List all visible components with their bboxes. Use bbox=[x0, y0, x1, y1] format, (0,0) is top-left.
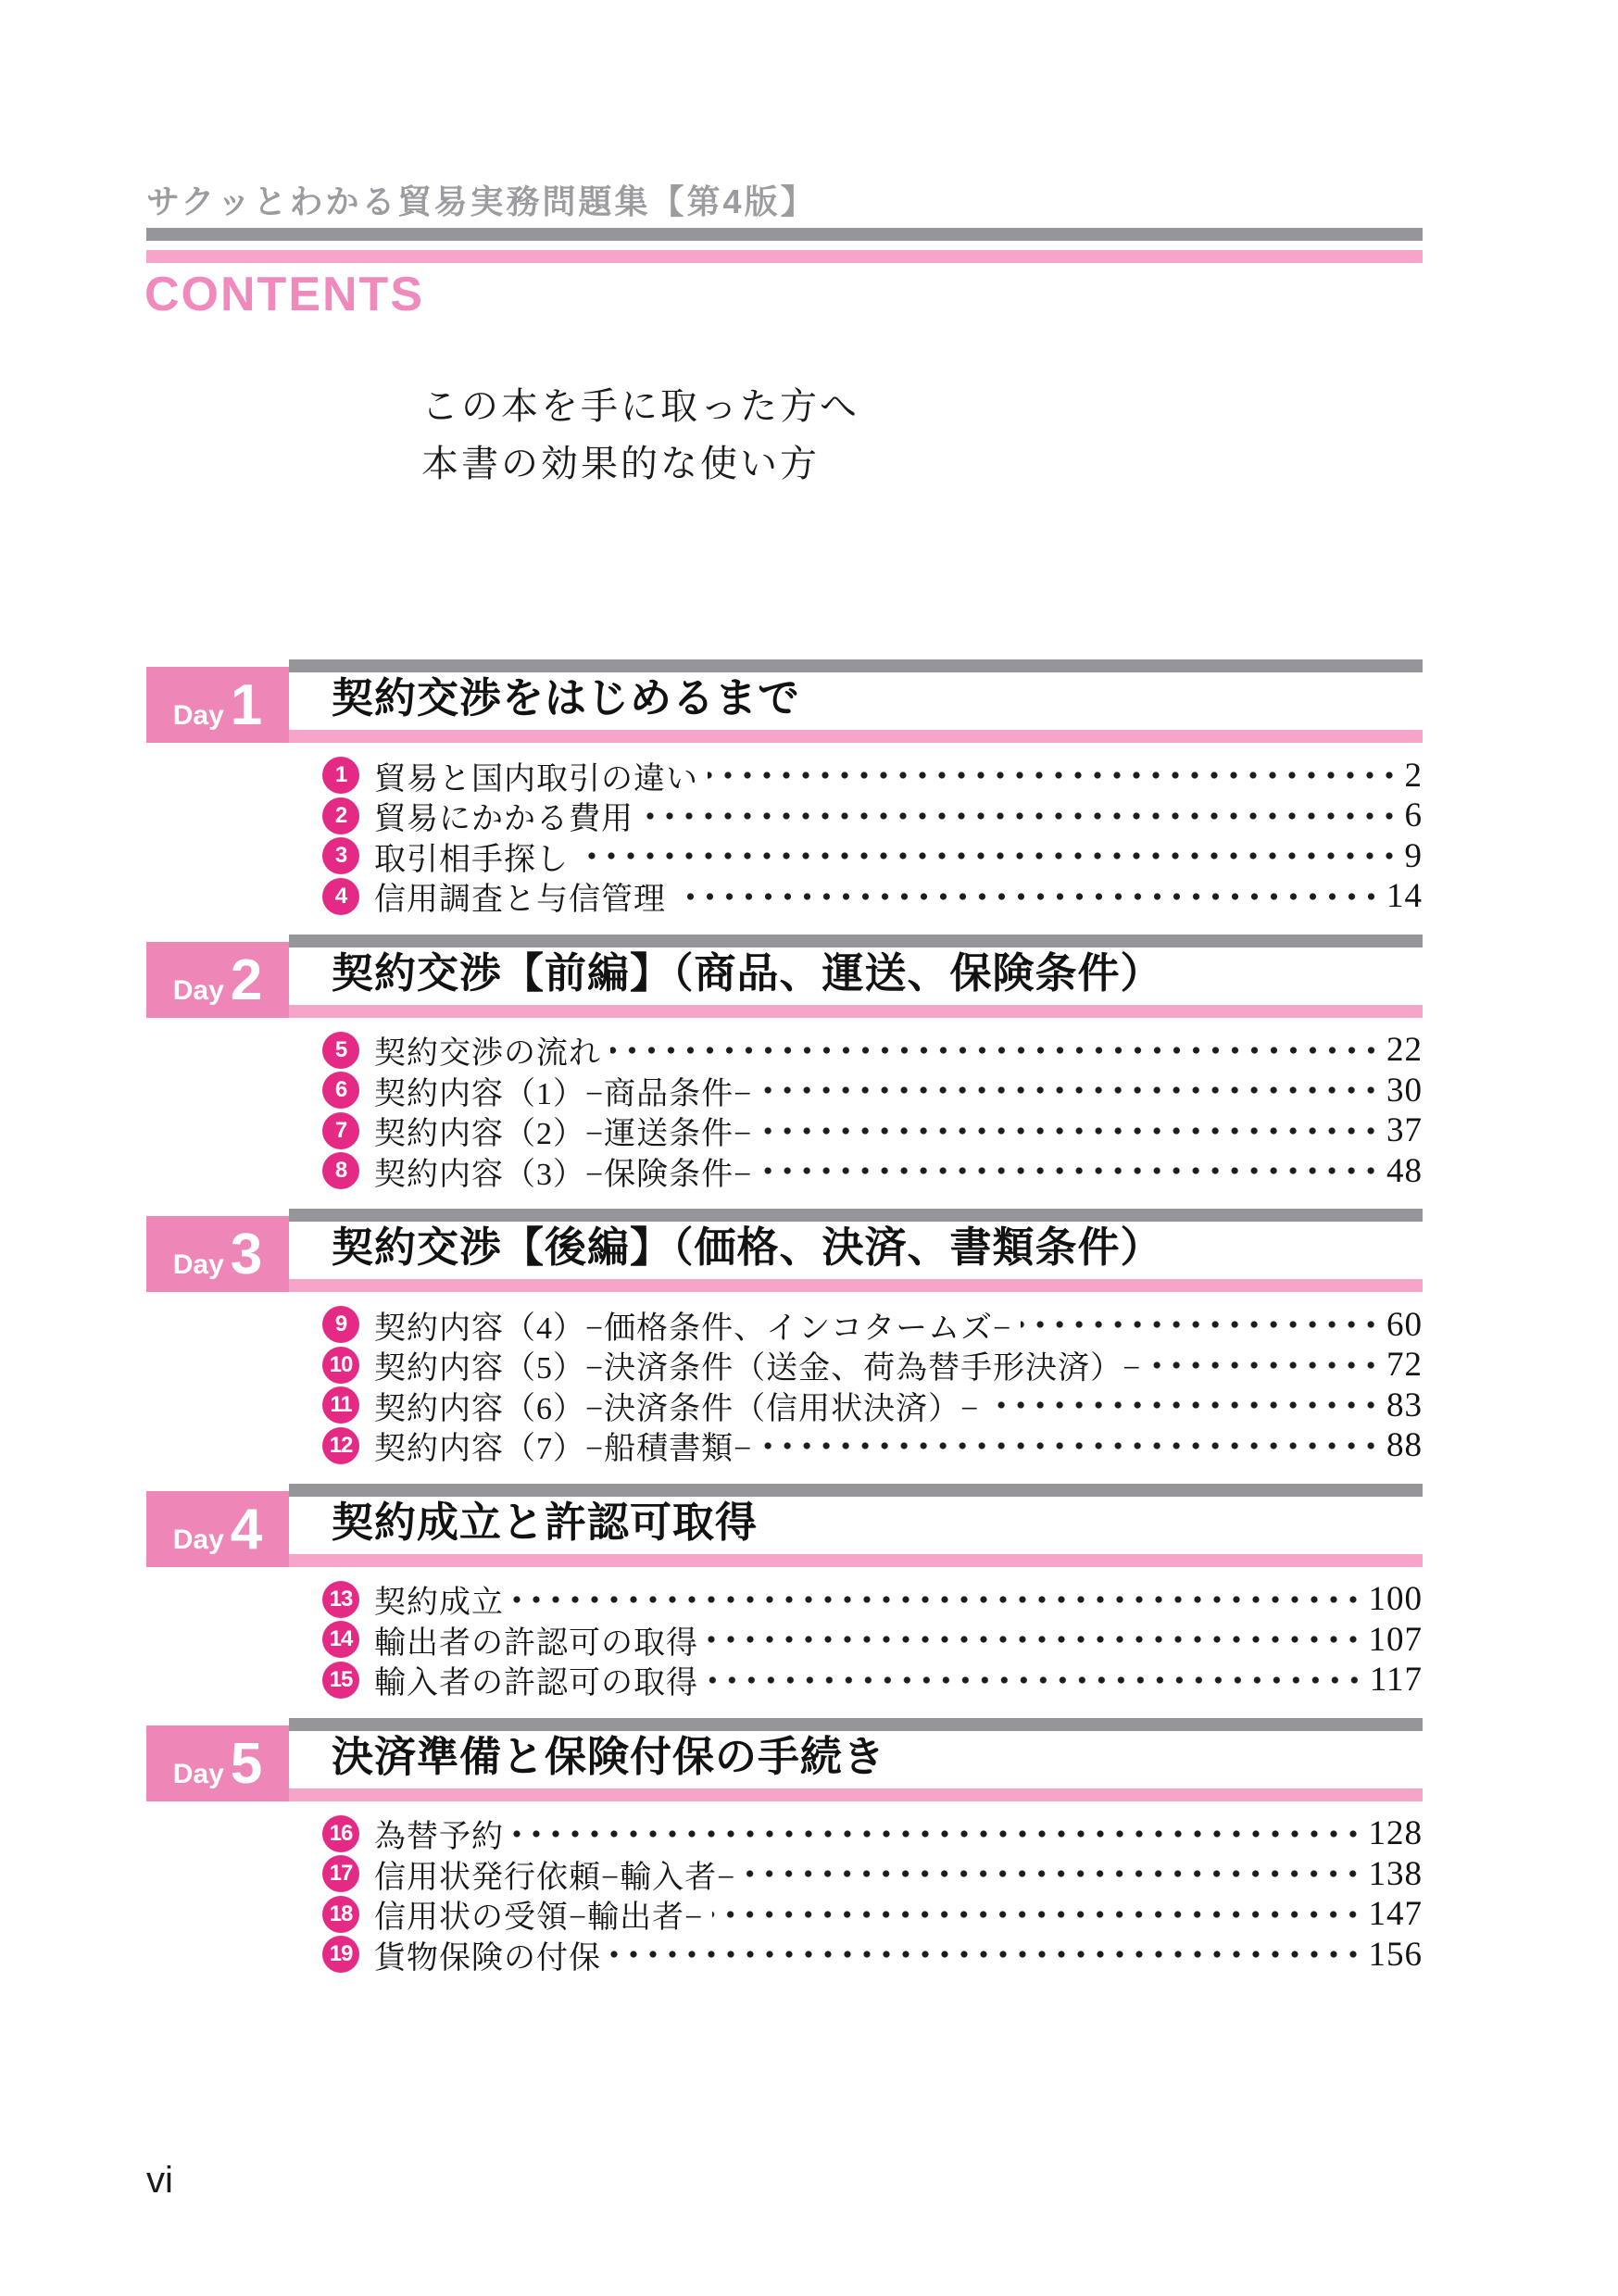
section-bottom-rule bbox=[289, 1554, 1423, 1567]
toc-item-list bbox=[146, 1032, 1423, 1190]
toc-entry bbox=[322, 1072, 1423, 1109]
entry-page-number: 37 bbox=[1386, 1111, 1423, 1149]
entry-number-badge: 6 bbox=[322, 1072, 359, 1109]
entry-page-number: 147 bbox=[1368, 1895, 1423, 1933]
toc-entry bbox=[322, 1112, 1423, 1149]
entry-page-number: 88 bbox=[1386, 1426, 1423, 1464]
day-badge bbox=[146, 942, 289, 1018]
toc-entry bbox=[322, 1581, 1423, 1618]
entry-number-badge: 19 bbox=[322, 1936, 359, 1973]
entry-title: 貿易にかかる費用 bbox=[374, 802, 633, 836]
entry-title: 契約内容（2）−運送条件− bbox=[374, 1117, 753, 1151]
toc-day-section bbox=[146, 659, 1423, 915]
entry-number-badge: 2 bbox=[322, 797, 359, 834]
day-badge bbox=[146, 1216, 289, 1292]
toc-entry bbox=[322, 1386, 1423, 1424]
contents-heading: CONTENTS bbox=[144, 268, 424, 321]
day-section-header bbox=[146, 659, 1423, 743]
day-number: 1 bbox=[230, 673, 263, 737]
section-title: 決済準備と保険付保の手続き bbox=[332, 1732, 886, 1780]
toc-entry bbox=[322, 1347, 1423, 1384]
entry-number-badge: 8 bbox=[322, 1152, 359, 1189]
entry-title: 為替予約 bbox=[374, 1820, 504, 1854]
entry-page-number: 72 bbox=[1386, 1346, 1423, 1384]
entry-page-number: 9 bbox=[1404, 836, 1423, 875]
entry-title: 契約内容（6）−決済条件（信用状決済）− bbox=[374, 1391, 980, 1426]
dot-leader bbox=[712, 1896, 1362, 1933]
entry-page-number: 156 bbox=[1368, 1935, 1423, 1974]
entry-number-badge: 16 bbox=[322, 1815, 359, 1852]
toc-entry bbox=[322, 1620, 1423, 1661]
entry-page-number: 117 bbox=[1369, 1661, 1423, 1699]
entry-title: 貿易と国内取引の違い bbox=[374, 761, 698, 797]
book-title: サクッとわかる貿易実務問題集【第4版】 bbox=[146, 182, 817, 220]
day-number: 4 bbox=[230, 1497, 263, 1562]
toc-entry bbox=[322, 1815, 1423, 1852]
dot-leader bbox=[708, 1662, 1364, 1699]
day-number: 2 bbox=[230, 947, 263, 1012]
entry-page-number: 2 bbox=[1404, 756, 1423, 795]
dot-leader bbox=[610, 1032, 1381, 1069]
entry-page-number: 14 bbox=[1386, 877, 1423, 915]
dot-leader bbox=[643, 797, 1399, 834]
toc-entry bbox=[322, 836, 1423, 877]
dot-leader bbox=[761, 1152, 1381, 1189]
entry-number-badge: 15 bbox=[322, 1662, 359, 1699]
toc-entry bbox=[322, 1896, 1423, 1933]
dot-leader bbox=[708, 1621, 1363, 1658]
entry-title: 契約内容（5）−決済条件（送金、荷為替手形決済）− bbox=[374, 1351, 1142, 1386]
entry-title: 契約内容（7）−船積書類− bbox=[374, 1432, 753, 1466]
toc-entry bbox=[322, 1854, 1423, 1895]
entry-number-badge: 5 bbox=[322, 1032, 359, 1069]
entry-page-number: 138 bbox=[1368, 1854, 1423, 1893]
dot-leader bbox=[708, 757, 1399, 794]
entry-page-number: 48 bbox=[1386, 1151, 1423, 1190]
dot-leader bbox=[761, 1112, 1381, 1149]
toc-entry bbox=[322, 756, 1423, 797]
entry-title: 契約交渉の流れ bbox=[374, 1036, 601, 1071]
section-bottom-rule bbox=[289, 1788, 1423, 1801]
entry-page-number: 107 bbox=[1368, 1620, 1423, 1659]
toc-sections bbox=[146, 659, 1423, 1992]
section-title: 契約交渉【前編】（商品、運送、保険条件） bbox=[332, 948, 1163, 997]
day-label: Day bbox=[172, 1524, 224, 1555]
day-number: 3 bbox=[230, 1223, 263, 1286]
entry-title: 取引相手探し bbox=[374, 842, 569, 877]
intro-links bbox=[421, 378, 859, 493]
toc-entry bbox=[322, 1151, 1423, 1192]
toc-entry bbox=[322, 1662, 1423, 1699]
toc-day-section bbox=[146, 935, 1423, 1190]
entry-number-badge: 7 bbox=[322, 1112, 359, 1149]
entry-number-badge: 10 bbox=[322, 1347, 359, 1384]
toc-entry bbox=[322, 1935, 1423, 1976]
day-label: Day bbox=[172, 1249, 224, 1280]
dot-leader bbox=[513, 1815, 1363, 1852]
toc-entry bbox=[322, 1305, 1423, 1346]
entry-title: 輸入者の許認可の取得 bbox=[374, 1666, 698, 1700]
entry-number-badge: 17 bbox=[322, 1855, 359, 1892]
toc-item-list bbox=[146, 1581, 1423, 1699]
section-title: 契約交渉をはじめるまで bbox=[332, 674, 801, 721]
entry-number-badge: 9 bbox=[322, 1306, 359, 1343]
day-label: Day bbox=[172, 700, 224, 731]
dot-leader bbox=[675, 878, 1381, 915]
dot-leader bbox=[988, 1386, 1381, 1424]
entry-title: 貨物保険の付保 bbox=[374, 1940, 601, 1976]
header-pink-rule bbox=[146, 250, 1423, 263]
entry-title: 契約内容（1）−商品条件− bbox=[374, 1076, 753, 1111]
entry-number-badge: 13 bbox=[322, 1581, 359, 1618]
section-title: 契約成立と許認可取得 bbox=[332, 1498, 759, 1546]
entry-page-number: 128 bbox=[1368, 1814, 1423, 1852]
dot-leader bbox=[513, 1581, 1363, 1618]
section-title: 契約交渉【後編】（価格、決済、書類条件） bbox=[332, 1223, 1163, 1271]
day-badge bbox=[146, 1491, 289, 1567]
entry-title: 輸出者の許認可の取得 bbox=[374, 1625, 698, 1661]
entry-number-badge: 1 bbox=[322, 757, 359, 794]
dot-leader bbox=[1021, 1306, 1381, 1343]
day-number: 5 bbox=[230, 1731, 263, 1796]
section-bottom-rule bbox=[289, 1279, 1423, 1292]
entry-title: 契約内容（3）−保険条件− bbox=[374, 1157, 753, 1192]
day-section-header bbox=[146, 1718, 1423, 1801]
entry-number-badge: 12 bbox=[322, 1427, 359, 1464]
day-badge bbox=[146, 1725, 289, 1801]
toc-day-section bbox=[146, 1484, 1423, 1699]
dot-leader bbox=[578, 837, 1399, 874]
day-section-header bbox=[146, 935, 1423, 1018]
toc-day-section bbox=[146, 1718, 1423, 1974]
section-bottom-rule bbox=[289, 730, 1423, 743]
entry-page-number: 83 bbox=[1386, 1386, 1423, 1424]
entry-page-number: 6 bbox=[1404, 797, 1423, 834]
entry-title: 信用状発行依頼−輸入者− bbox=[374, 1860, 736, 1895]
entry-number-badge: 3 bbox=[322, 837, 359, 874]
folio-page-number: vi bbox=[146, 2160, 173, 2201]
toc-entry bbox=[322, 797, 1423, 834]
entry-page-number: 22 bbox=[1386, 1031, 1423, 1069]
toc-item-list bbox=[146, 1815, 1423, 1974]
toc-entry bbox=[322, 878, 1423, 915]
toc-item-list bbox=[146, 1306, 1423, 1464]
day-label: Day bbox=[172, 974, 224, 1006]
entry-page-number: 30 bbox=[1386, 1071, 1423, 1110]
entry-number-badge: 4 bbox=[322, 878, 359, 915]
day-section-header bbox=[146, 1484, 1423, 1567]
entry-title: 契約内容（4）−価格条件、インコタームズ− bbox=[374, 1311, 1012, 1346]
entry-title: 信用調査と与信管理 bbox=[374, 883, 666, 917]
entry-page-number: 100 bbox=[1368, 1580, 1423, 1618]
entry-number-badge: 11 bbox=[322, 1386, 359, 1424]
dot-leader bbox=[610, 1936, 1363, 1973]
toc-item-list bbox=[146, 757, 1423, 915]
day-label: Day bbox=[172, 1758, 224, 1789]
day-badge bbox=[146, 667, 289, 743]
entry-page-number: 60 bbox=[1386, 1305, 1423, 1344]
entry-title: 信用状の受領−輸出者− bbox=[374, 1901, 704, 1935]
dot-leader bbox=[745, 1855, 1362, 1892]
entry-number-badge: 14 bbox=[322, 1621, 359, 1658]
header-gray-rule bbox=[146, 228, 1423, 241]
day-section-header bbox=[146, 1209, 1423, 1292]
dot-leader bbox=[761, 1427, 1381, 1464]
dot-leader bbox=[1150, 1347, 1381, 1384]
entry-title: 契約成立 bbox=[374, 1586, 504, 1620]
entry-number-badge: 18 bbox=[322, 1896, 359, 1933]
intro-line-1: この本を手に取った方へ bbox=[421, 385, 859, 427]
toc-entry bbox=[322, 1032, 1423, 1069]
section-bottom-rule bbox=[289, 1005, 1423, 1018]
dot-leader bbox=[761, 1072, 1381, 1109]
toc-day-section bbox=[146, 1209, 1423, 1464]
toc-entry bbox=[322, 1427, 1423, 1464]
intro-line-2: 本書の効果的な使い方 bbox=[421, 443, 820, 484]
